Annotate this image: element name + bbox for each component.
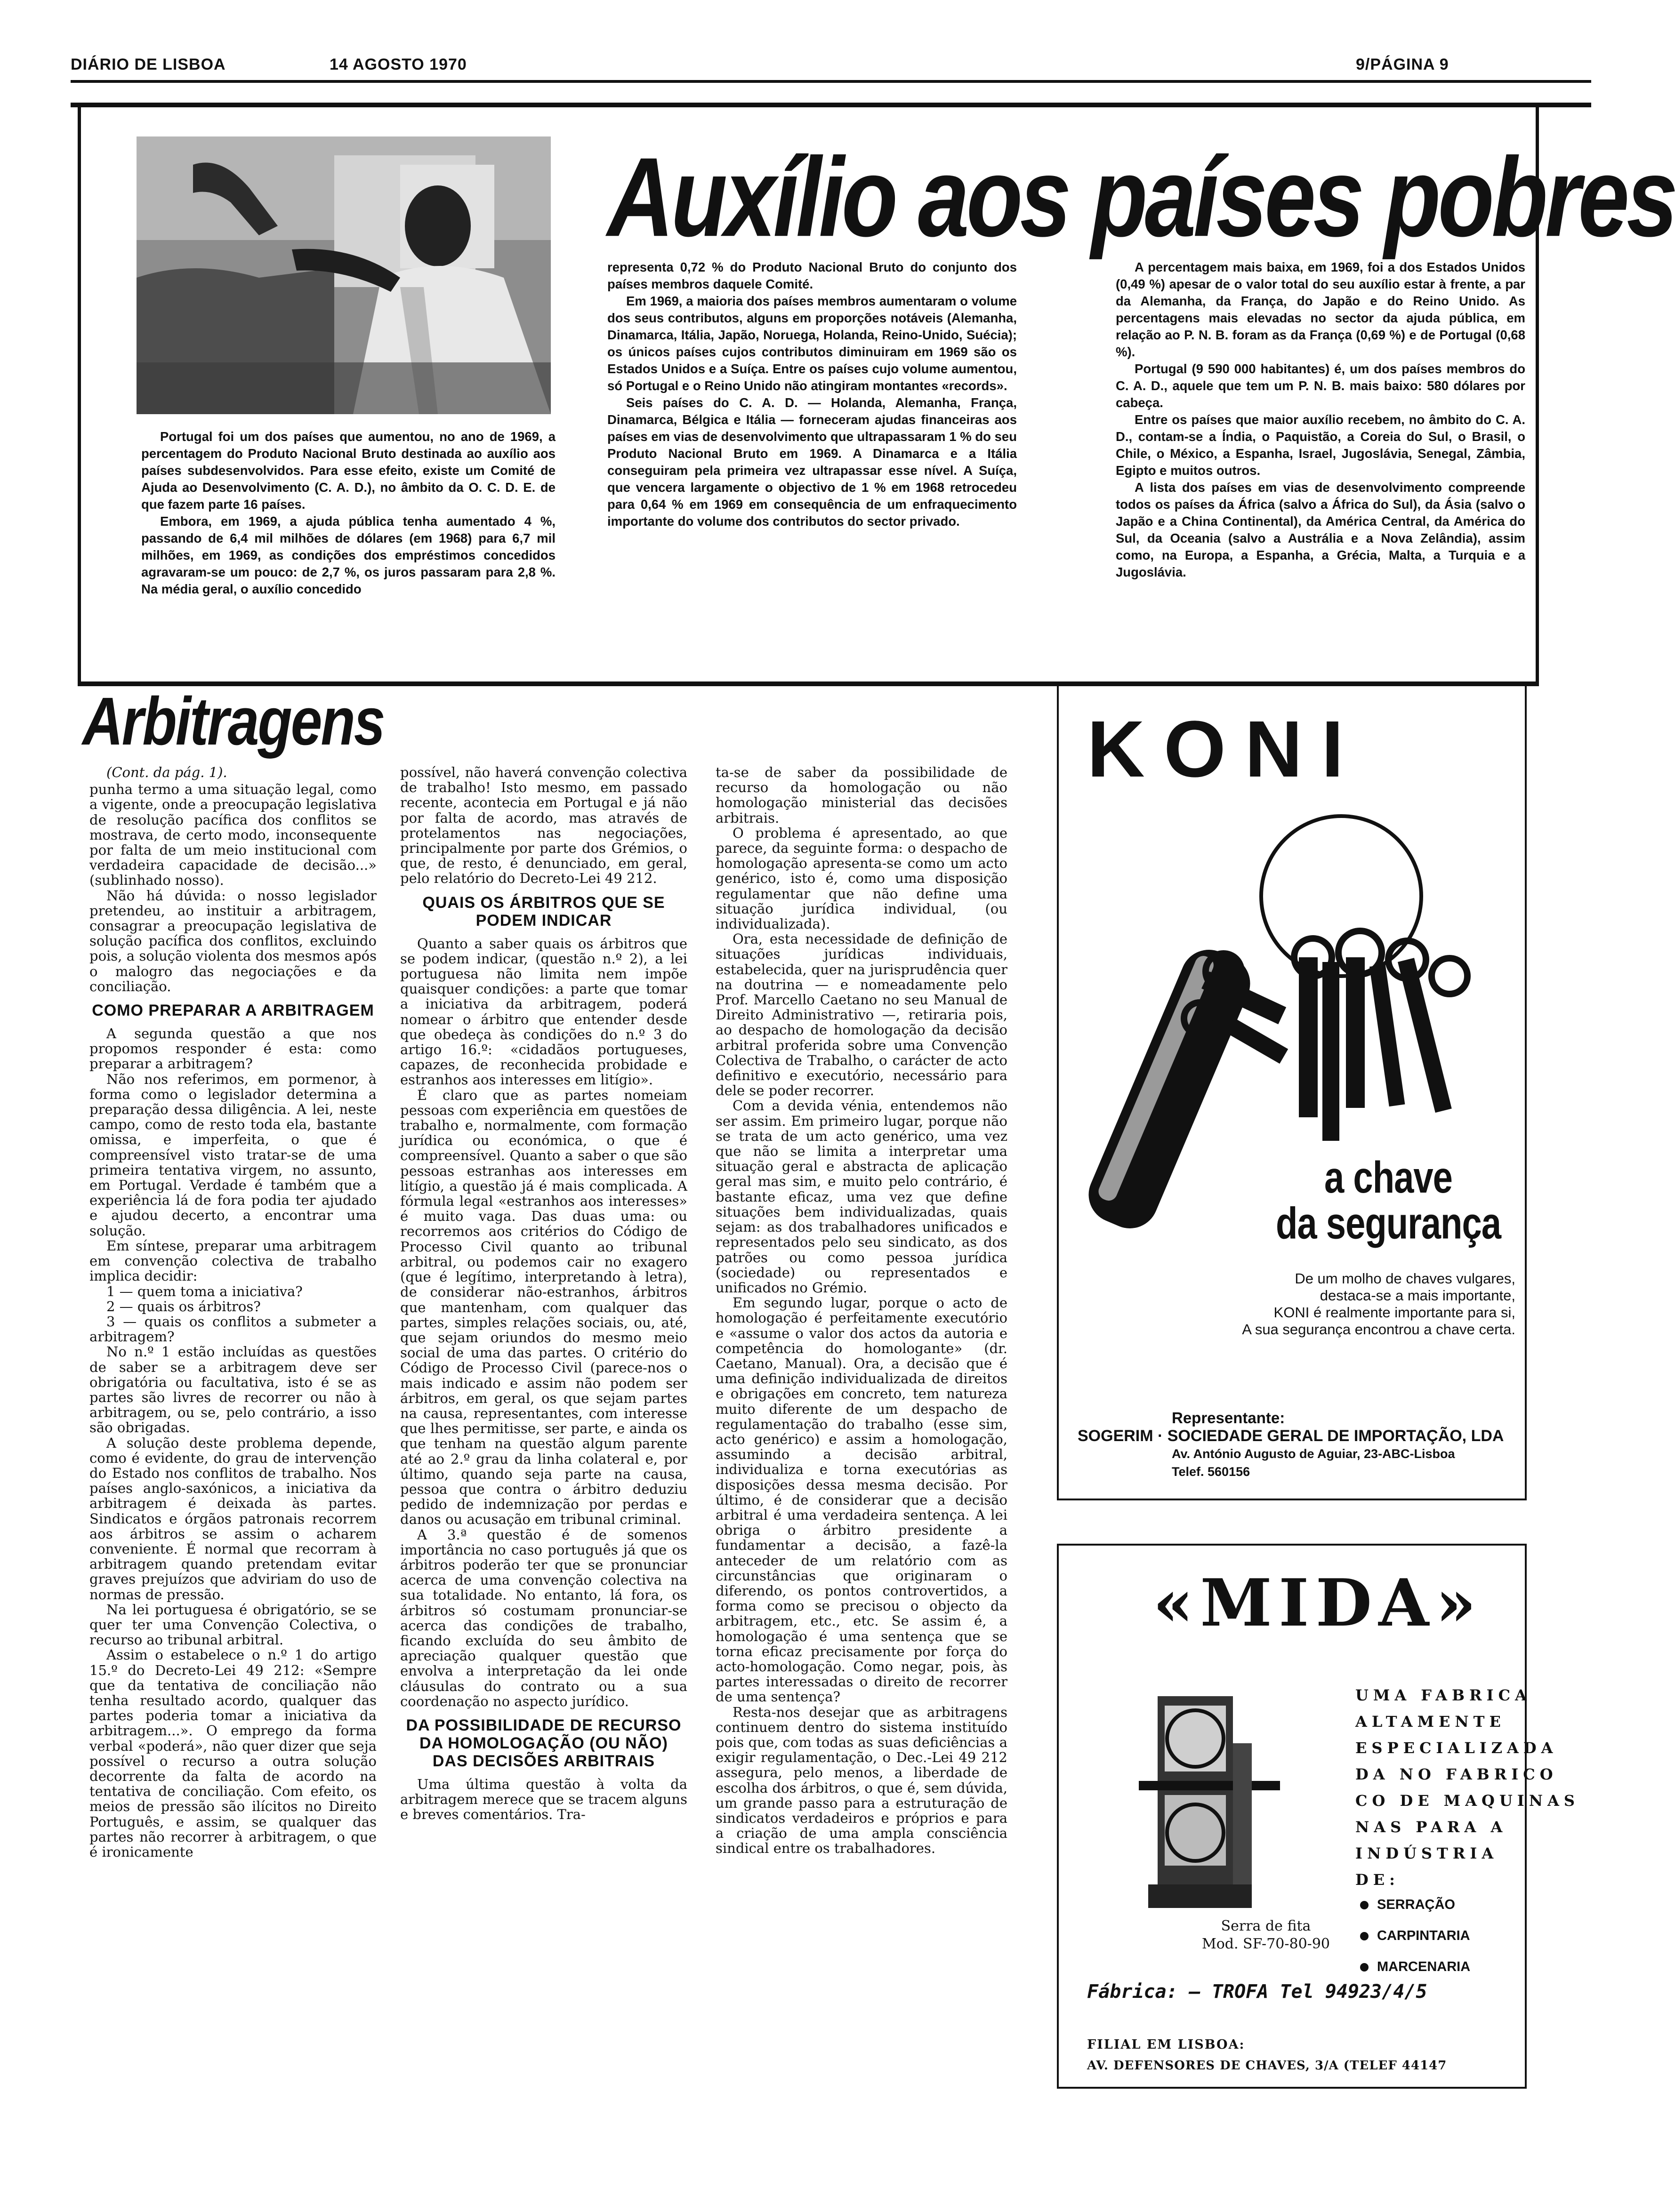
paragraph: Em síntese, preparar uma arbitragem em convenção colectiva de trabalho implica decidir: <box>89 1237 377 1284</box>
rep-label: Representante: <box>1172 1409 1285 1427</box>
mida-line: DE: <box>1355 1871 1400 1889</box>
paragraph: O problema é apresentado, ao que parece, da seguinte forma: o despacho de homologação apresenta-se como um acto genérico, isto é, como uma disposição regulamentar que não define uma situação jurídica individual, (ou individualizada). <box>716 825 1007 932</box>
masthead-page: 9/PÁGINA 9 <box>1356 56 1449 73</box>
list-item: 1 — quem toma a iniciativa? <box>106 1283 303 1299</box>
koni-body-line: destaca-se a mais importante, <box>1320 1287 1515 1304</box>
mida-description <box>1355 1682 1579 1893</box>
mida-product-label: MARCENARIA <box>1377 1959 1471 1974</box>
rep-address: Av. António Augusto de Aguiar, 23-ABC-Lisboa <box>1172 1447 1455 1461</box>
arbitragens-col1 <box>89 765 377 1859</box>
mida-product-label: CARPINTARIA <box>1377 1928 1470 1943</box>
mida-factory: Fábrica: — TROFA Tel 94923/4/5 <box>1087 1981 1427 2003</box>
mida-line: UMA FABRICA <box>1355 1686 1531 1704</box>
mida-line: ALTAMENTE <box>1355 1713 1506 1731</box>
paragraph: Portugal (9 590 000 habitantes) é, um dos países membros do C. A. D., aquele que tem um P. N. B. mais baixo: 580 dólares por cabeça. <box>1116 361 1525 410</box>
paragraph: Seis países do C. A. D. — Holanda, Alemanha, França, Dinamarca, Bélgica e Itália — forneceram ajudas financeiras aos países em vias de desenvolvimento que ultrapassaram 1 % do seu Produto Nacional Bruto em 1969. A Dinamarca e a Itália conseguiram pela primeira vez ultrapassar esse nível. A Suíça, que vencera largamente o objectivo de 1 % em 1968 retrocedeu para 0,64 % em 1969 em consequência de um enfraquecimento importante do volume dos contributos do sector privado. <box>607 395 1017 529</box>
paragraph: A segunda questão a que nos propomos responder é esta: como preparar a arbitragem? <box>89 1026 377 1072</box>
top-story-col2 <box>607 259 1017 530</box>
mida-branch-address: AV. DEFENSORES DE CHAVES, 3/A (TELEF 44147 <box>1087 2059 1447 2073</box>
paragraph: Em 1969, a maioria dos países membros aumentaram o volume dos seus contributos, alguns em proporções notáveis (Alemanha, Dinamarca, Itália, Japão, Noruega, Holanda, Reino-Unido, Suécia); os únicos países cujos contributos diminuiram em 1969 são os Estados Unidos e a Suíça. Entre os países cujo volume aumentou, só Portugal e o Reino Unido não atingiram montantes «records». <box>607 294 1017 393</box>
paragraph: Não há dúvida: o nosso legislador pretendeu, ao instituir a arbitragem, consagrar a preocupação legislativa de solução pacífica dos conflitos, excluindo pois, a solução violenta dos mesmos após o malogro das negociações e da conciliação. <box>89 887 377 994</box>
paragraph: A solução deste problema depende, como é evidente, do grau de intervenção do Estado nos conflitos de trabalho. Nos países anglo-saxónicos, a iniciativa da arbitragem é deixada às partes. Sindicatos e órgãos patronais recorrem aos árbitros se assim o acharem conveniente. É normal que recorram à arbitragem quando pretendam evitar graves prejuízos que adviriam do uso de normas de pressão. <box>89 1435 377 1603</box>
koni-slogan-line2: da segurança <box>1276 1198 1501 1249</box>
bandsaw-icon <box>1139 1687 1308 1913</box>
paragraph: Na lei portuguesa é obrigatório, se se quer ter uma Convenção Colectiva, o recurso ao tribunal arbitral. <box>89 1601 377 1648</box>
mida-caption <box>1191 1917 1341 1953</box>
paragraph: Embora, em 1969, a ajuda pública tenha aumentado 4 %, passando de 6,4 mil milhões de dólares (em 1968) para 6,7 mil milhões, em 1969, as condições dos empréstimos concedidos agravaram-se um pouco: de 2,7 %, os juros passaram para 2,8 %. Na média geral, o auxílio concedido <box>141 514 556 596</box>
masthead-rule <box>71 80 1591 83</box>
mida-product <box>1360 1889 1525 1920</box>
arbitragens-col2 <box>400 765 687 1822</box>
bullet-icon <box>1360 1932 1369 1940</box>
top-story-rule-left <box>78 103 81 686</box>
masthead-paper: DIÁRIO DE LISBOA <box>71 56 226 73</box>
bullet-icon <box>1360 1963 1369 1972</box>
koni-representative <box>1078 1409 1520 1481</box>
mida-product <box>1360 1920 1525 1951</box>
mida-ad[interactable] <box>1057 1544 1579 2089</box>
subheading: QUAIS OS ÁRBITROS QUE SE PODEM INDICAR <box>422 893 665 930</box>
bullet-icon <box>1360 1901 1369 1909</box>
paragraph: A lista dos países em vias de desenvolvimento compreende todos os países da África (salvo a África do Sul), da Ásia (salvo o Japão e a China Continental), da América Central, da América do Sul, da Oceania (salvo a Austrália e a Nova Zelândia), assim como, na Europa, a Espanha, a Grécia, Malta, a Turquia e a Jugoslávia. <box>1116 480 1525 579</box>
paragraph: Com a devida vénia, entendemos não ser assim. Em primeiro lugar, porque não se trata de um acto genérico, uma vez que não se limita a interpretar uma situação geral e abstracta de aplicação geral mas sim, e muito pelo contrário, é bastante eficaz, uma vez que define situações bem individualizadas, quais sejam: as dos trabalhadores unificados e representados pelo seu sindicato, as dos patrões ou como pessoa jurídica (sociedade) ou representados e unificados no Grémio. <box>716 1098 1007 1296</box>
list-item: 2 — quais os árbitros? <box>106 1298 261 1314</box>
top-story-rule-top <box>71 103 1591 107</box>
list-item: 3 — quais os conflitos a submeter a arbitragem? <box>89 1313 377 1345</box>
paragraph: Em segundo lugar, porque o acto de homologação é perfeitamente executório e «assume o valor dos actos da autoria e competência do homologante» (dr. Caetano, Manual). Ora, a decisão que é uma definição individualizada de direitos e obrigações em concreto, tem natureza muito diferente de um despacho de regulamentação do trabalho (esse sim, acto genérico) e assim a homologação, assumindo a decisão arbitral, individualiza e torna executórias as disposições dessa mesma decisão. Por último, é de considerar que a decisão arbitral é uma verdadeira sentença. A lei obriga o árbitro presidente a fundamentar a decisão, a fazê-la anteceder de um relatório com as circunstâncias que originaram o diferendo, os pontos controvertidos, a forma como se precisou o objecto da arbitragem, etc., etc. Se assim é, a homologação é uma sentença que se torna eficaz precisamente por força do acto-homologação. Como negar, pois, às partes interessadas o direito de recorrer de uma sentença? <box>716 1295 1007 1705</box>
mida-caption-line2: Mod. SF-70-80-90 <box>1201 1936 1330 1952</box>
news-photo <box>137 136 551 414</box>
mida-product <box>1360 1951 1525 1982</box>
paragraph: ta-se de saber da possibilidade de recurso da homologação ou não homologação ministerial das decisões arbitrais. <box>716 764 1007 826</box>
koni-ad[interactable] <box>1057 682 1527 1500</box>
subheading: DA POSSIBILIDADE DE RECURSO DA HOMOLOGAÇÃO (OU NÃO) DAS DECISÕES ARBITRAIS <box>406 1716 682 1770</box>
rep-phone: Telef. 560156 <box>1172 1465 1250 1479</box>
paragraph: No n.º 1 estão incluídas as questões de saber se a arbitragem deve ser obrigatória ou facultativa, isto é se as partes são livres de recorrer ou não à arbitragem, ou se, pelo contrário, a isso são obrigadas. <box>89 1344 377 1436</box>
continuation-note: (Cont. da pág. 1). <box>106 764 227 780</box>
paragraph: Não nos referimos, em pormenor, à forma como o legislador determina a preparação dessa diligência. A lei, neste campo, como de resto toda ela, bastante omissa, e imperfeita, o que é compreensível visto tratar-se de uma primeira tentativa virgem, no assunto, em Portugal. Verdade é também que a experiência lá de fora podia ter ajudado e ajudou decerto, a encontrar uma solução. <box>89 1071 377 1239</box>
paragraph: A percentagem mais baixa, em 1969, foi a dos Estados Unidos (0,49 %) apesar de o valor total do seu auxílio estar à frente, a par da Alemanha, da França, do Japão e do Reino Unido. As percentagens mais elevadas no sector da ajuda pública, em relação ao P. N. B. foram as da França (0,69 %) e de Portugal (0,68 %). <box>1116 260 1525 359</box>
paragraph: Uma última questão à volta da arbitragem merece que se tracem alguns e breves comentários. Tra- <box>400 1776 687 1823</box>
masthead-date: 14 AGOSTO 1970 <box>330 56 467 73</box>
koni-slogan-line1: a chave <box>1324 1153 1452 1203</box>
mida-line: DA NO FABRICO <box>1355 1765 1558 1783</box>
top-story-headline: Auxílio aos países pobres <box>607 134 1675 260</box>
mida-caption-line1: Serra de fita <box>1221 1918 1311 1934</box>
paragraph: Quanto a saber quais os árbitros que se podem indicar, (questão n.º 2), a lei portuguesa não limita nem impõe quaisquer condições: a parte que tomar a iniciativa da arbitragem, poderá nomear o árbitro que entender desde que obedeça às condições do n.º 3 do artigo 16.º: «cidadãos portugueses, capazes, de reconhecida probidade e estranhos aos interesses em litígio». <box>400 935 687 1088</box>
mida-line: CO DE MAQUINAS <box>1355 1792 1579 1810</box>
koni-logo: KONI <box>1087 705 1362 794</box>
rep-company: SOGERIM · SOCIEDADE GERAL DE IMPORTAÇÃO, LDA <box>1078 1427 1504 1445</box>
arbitragens-col3 <box>716 765 1007 1856</box>
mida-line: INDÚSTRIA <box>1355 1844 1498 1862</box>
photo-illustration <box>137 136 551 414</box>
mida-product-label: SERRAÇÃO <box>1377 1897 1455 1912</box>
koni-slogan <box>1266 1155 1511 1247</box>
paragraph: punha termo a uma situação legal, como a vigente, onde a preocupação legislativa de resolução pacífica dos conflitos se mostrava, de certo modo, inconsequente por falta de um meio institucional com verdadeira capacidade de decisão...» (sublinhado nosso). <box>89 781 377 889</box>
subheading: COMO PREPARAR A ARBITRAGEM <box>92 1002 374 1020</box>
paragraph: Portugal foi um dos países que aumentou, no ano de 1969, a percentagem do Produto Nacional Bruto destinada ao auxílio aos países subdesenvolvidos. Para esse efeito, existe um Comité de Ajuda ao Desenvolvimento (C. A. D.), no âmbito da O. C. D. E. de que fazem parte 16 países. <box>141 429 556 512</box>
paragraph: A 3.ª questão é de somenos importância no caso português já que os árbitros poderão ter que se pronunciar acerca de uma convenção colectiva na sua totalidade. No entanto, lá fora, os árbitros só costumam pronunciar-se acerca das condições de trabalho, ficando excluída do seu âmbito de apreciação qualquer questão que envolva a interpretação da lei onde cláusulas do contrato ou a sua coordenação no aspecto jurídico. <box>400 1526 687 1709</box>
paragraph: Resta-nos desejar que as arbitragens continuem dentro do sistema instituído pois que, com todas as suas deficiências a exigir regulamentação, o Dec.-Lei 49 212 assegura, pelo menos, a liberdade de escolha dos árbitros, o que é, sem dúvida, um grande passo para a estruturação de sindicatos verdadeiros e próprios e para a criação de uma ampla consciência sindical entre os trabalhadores. <box>716 1704 1007 1857</box>
paragraph: representa 0,72 % do Produto Nacional Bruto do conjunto dos países membros daquele Comité. <box>607 260 1017 291</box>
paragraph: Assim o estabelece o n.º 1 do artigo 15.º do Decreto-Lei 49 212: «Sempre que da tentativa de conciliação não tenha resultado acordo, qualquer das partes poderia tomar a iniciativa da arbitragem...». O emprego da forma verbal «poderá», não quer dizer que seja possível o recurso a outra solução decorrente da falta de acordo na tentativa de conciliação. Com efeito, os meios de pressão são ilícitos no Direito Português, e assim, se qualquer das partes não recorrer à arbitragem, o que é ironicamente <box>89 1647 377 1860</box>
koni-body <box>1191 1270 1515 1338</box>
top-story-col3 <box>1116 259 1525 581</box>
koni-body-line: KONI é realmente importante para si, <box>1273 1304 1515 1321</box>
paragraph: possível, não haverá convenção colectiva de trabalho! Isto mesmo, em passado recente, acontecia em Portugal e já não por falta de acordo, mas através de protelamentos nas negociações, principalmente por parte dos Grémios, o que, de resto, é denunciado, em geral, pelo relatório do Decreto-Lei 49 212. <box>400 764 687 887</box>
mida-line: NAS PARA A <box>1355 1818 1507 1836</box>
paragraph: Ora, esta necessidade de definição de situações jurídicas individuais, estabelecida, quer na jurisprudência quer na doutrina — e nomeadamente pelo Prof. Marcello Caetano no seu Manual de Direito Administrativo —, retiraria pois, ao despacho de homologação da decisão arbitral proferida sobre uma Convenção Colectiva de Trabalho, o carácter de acto definitivo e executório, necessário para dele se poder recorrer. <box>716 931 1007 1099</box>
koni-body-line: De um molho de chaves vulgares, <box>1295 1270 1515 1287</box>
mida-products <box>1360 1889 1525 1982</box>
mida-branch-label: FILIAL EM LISBOA: <box>1087 2037 1245 2052</box>
koni-body-line: A sua segurança encontrou a chave certa. <box>1242 1321 1515 1338</box>
paragraph: Entre os países que maior auxílio recebem, no âmbito do C. A. D., contam-se a Índia, o Paquistão, a Coreia do Sul, o Brasil, o Chile, o México, a Espanha, Israel, Jugoslávia, Senegal, Zâmbia, Egipto e muitos outros. <box>1116 412 1525 478</box>
paragraph: É claro que as partes nomeiam pessoas com experiência em questões de trabalho e, normalmente, com formação jurídica ou económica, o que é compreensível. Quanto a saber o que são pessoas estranhas aos interesses em litígio, a questão já é mais complicada. A fórmula legal «estranhos aos interesses» é muito vaga. Das duas uma: ou recorremos aos critérios do Código de Processo Civil quanto ao tribunal arbitral, ou podemos cair no exagero (que é legítimo, interpretando à letra), de considerar não-estranhos, árbitros que mantenham, com qualquer das partes, simples relações sociais, ou, até, que sejam oriundos do mesmo meio social de uma das partes. O critério do Código de Processo Civil (parece-nos o mais indicado e assim não podem ser árbitros, em geral, os que sejam partes na causa, representantes, com interesse que lhes permitisse, ser parte, e ainda os que tenham na questão algum parente até ao 2.º grau da linha colateral e, por último, quando seja parte na causa, pessoa que contra o árbitro deduziu pedido de indemnização por perdas e danos ou acusação em tribunal criminal. <box>400 1087 687 1528</box>
arbitragens-title: Arbitragens <box>82 683 384 760</box>
mida-line: ESPECIALIZADA <box>1355 1739 1558 1757</box>
top-story-col1 <box>141 428 556 598</box>
mida-logo: «MIDA» <box>1153 1564 1483 1641</box>
